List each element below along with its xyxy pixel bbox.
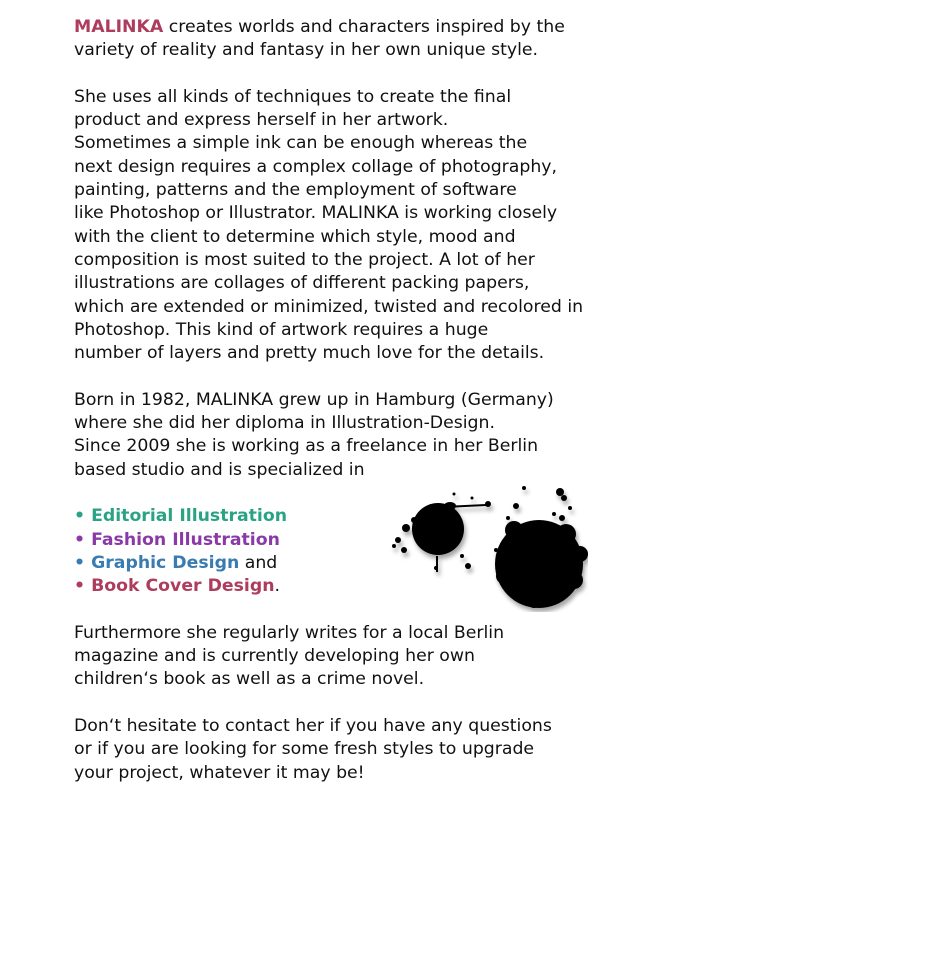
intro-line-1-text: creates worlds and characters inspired by the bbox=[163, 17, 565, 37]
paragraph-spacer bbox=[74, 692, 574, 715]
technique-line: painting, patterns and the employment of software bbox=[74, 180, 517, 201]
bullet: • bbox=[74, 506, 86, 527]
technique-line: number of layers and pretty much love for the details. bbox=[74, 343, 545, 364]
technique-line: which are extended or minimized, twisted and recolored in bbox=[74, 296, 584, 317]
writing-paragraph bbox=[74, 622, 574, 692]
technique-line: with the client to determine which style, mood and bbox=[74, 226, 516, 247]
writing-line: magazine and is currently developing her own bbox=[74, 646, 475, 667]
technique-line: product and express herself in her artwork. bbox=[74, 110, 449, 131]
paragraph-spacer bbox=[74, 63, 574, 86]
specialty-suffix: and bbox=[239, 552, 278, 573]
technique-line: like Photoshop or Illustrator. MALINKA is working closely bbox=[74, 203, 558, 224]
intro-line-1 bbox=[74, 16, 574, 39]
technique-line: Photoshop. This kind of artwork requires a huge bbox=[74, 319, 489, 340]
paragraph-spacer bbox=[74, 365, 574, 388]
bio-paragraph bbox=[74, 389, 574, 482]
ink-splatter-icon bbox=[384, 484, 588, 612]
bullet: • bbox=[74, 529, 86, 550]
intro-paragraph bbox=[74, 16, 574, 63]
bio-line: where she did her diploma in Illustration-Design. bbox=[74, 413, 495, 434]
intro-line-2: variety of reality and fantasy in her own unique style. bbox=[74, 40, 539, 61]
technique-line: composition is most suited to the project. A lot of her bbox=[74, 249, 535, 270]
specialty-label: Book Cover Design bbox=[91, 576, 275, 597]
bullet: • bbox=[74, 576, 86, 597]
technique-paragraph bbox=[74, 86, 584, 366]
writing-line: children‘s book as well as a crime novel. bbox=[74, 669, 425, 690]
specialty-suffix: . bbox=[274, 576, 281, 597]
bullet: • bbox=[74, 552, 86, 573]
technique-line: illustrations are collages of different packing papers, bbox=[74, 273, 530, 294]
contact-line: your project, whatever it may be! bbox=[74, 762, 365, 783]
contact-line: Don‘t hesitate to contact her if you have any questions bbox=[74, 715, 552, 736]
bio-line: based studio and is specialized in bbox=[74, 459, 365, 480]
writing-line: Furthermore she regularly writes for a local Berlin bbox=[74, 622, 505, 643]
specialty-label: Graphic Design bbox=[91, 552, 240, 573]
bio-line: Since 2009 she is working as a freelance in her Berlin bbox=[74, 436, 539, 457]
technique-line: next design requires a complex collage of photography, bbox=[74, 156, 558, 177]
specialty-label: Fashion Illustration bbox=[91, 529, 280, 550]
technique-line: Sometimes a simple ink can be enough whereas the bbox=[74, 133, 528, 154]
contact-line: or if you are looking for some fresh styles to upgrade bbox=[74, 739, 535, 760]
technique-line: She uses all kinds of techniques to create the final bbox=[74, 86, 512, 107]
about-content bbox=[74, 16, 584, 785]
bio-line: Born in 1982, MALINKA grew up in Hamburg (Germany) bbox=[74, 389, 554, 410]
brand-name: MALINKA bbox=[74, 17, 164, 37]
specialty-label: Editorial Illustration bbox=[91, 506, 288, 527]
contact-paragraph bbox=[74, 715, 574, 785]
